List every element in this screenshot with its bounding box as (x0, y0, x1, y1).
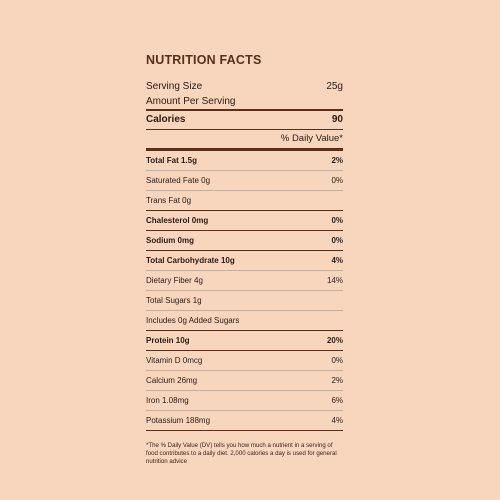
nutrient-name: Protein 10g (146, 335, 190, 345)
nutrient-row-potassium (146, 411, 343, 431)
nutrient-dv: 0% (331, 355, 343, 365)
nutrient-row-iron (146, 391, 343, 411)
nutrient-row-total-fat (146, 151, 343, 171)
daily-value-footnote: *The % Daily Value (DV) tells you how much a nutrient in a serving of food contributes to a daily diet. 2,000 calories a day is used for general nutrition advice (146, 442, 337, 465)
nutrient-name: Total Carbohydrate 10g (146, 255, 235, 265)
serving-size-row (146, 79, 343, 94)
nutrition-facts-label (146, 51, 343, 466)
amount-per-serving-row (146, 94, 343, 111)
nutrient-name: Total Fat 1.5g (146, 155, 197, 165)
nutrient-name: Total Sugars 1g (146, 295, 202, 305)
nutrient-row-added-sugars (146, 311, 343, 331)
nutrient-dv: 20% (326, 335, 343, 345)
nutrient-row-trans-fat (146, 191, 343, 211)
nutrient-row-sodium (146, 231, 343, 251)
serving-size-value: 25g (326, 81, 343, 92)
nutrient-dv: 4% (331, 255, 343, 265)
nutrient-dv: 4% (331, 415, 343, 425)
nutrient-row-total-sugars (146, 291, 343, 311)
nutrient-dv: 0% (331, 215, 343, 225)
daily-value-header-row (146, 130, 343, 151)
serving-size-label: Serving Size (146, 81, 203, 92)
nutrient-dv: 0% (331, 175, 343, 185)
nutrient-row-saturated-fat (146, 171, 343, 191)
calories-value: 90 (331, 114, 343, 125)
nutrient-dv: 2% (331, 155, 343, 165)
calories-label: Calories (146, 114, 186, 125)
nutrient-name: Calcium 26mg (146, 375, 198, 385)
nutrient-name: Chalesterol 0mg (146, 215, 209, 225)
amount-per-serving-label: Amount Per Serving (146, 96, 236, 107)
calories-row (146, 111, 343, 130)
nutrient-dv: 6% (331, 395, 343, 405)
nutrient-row-vitamin-d (146, 351, 343, 371)
nutrient-name: Saturated Fate 0g (146, 175, 211, 185)
nutrient-row-calcium (146, 371, 343, 391)
nutrient-name: Dietary Fiber 4g (146, 275, 203, 285)
daily-value-header: % Daily Value* (280, 133, 343, 144)
label-title: NUTRITION FACTS (146, 53, 262, 67)
nutrient-row-total-carbohydrate (146, 251, 343, 271)
nutrient-row-protein (146, 331, 343, 351)
nutrient-name: Iron 1.08mg (146, 395, 189, 405)
nutrient-row-dietary-fiber (146, 271, 343, 291)
nutrient-dv: 2% (331, 375, 343, 385)
nutrient-dv: 0% (331, 235, 343, 245)
nutrient-name: Vitamin D 0mcg (146, 355, 203, 365)
nutrient-name: Trans Fat 0g (146, 195, 192, 205)
nutrient-name: Includes 0g Added Sugars (146, 315, 240, 325)
nutrient-row-cholesterol (146, 211, 343, 231)
nutrient-name: Sodium 0mg (146, 235, 195, 245)
nutrient-name: Potassium 188mg (146, 415, 211, 425)
nutrient-dv: 14% (326, 275, 343, 285)
